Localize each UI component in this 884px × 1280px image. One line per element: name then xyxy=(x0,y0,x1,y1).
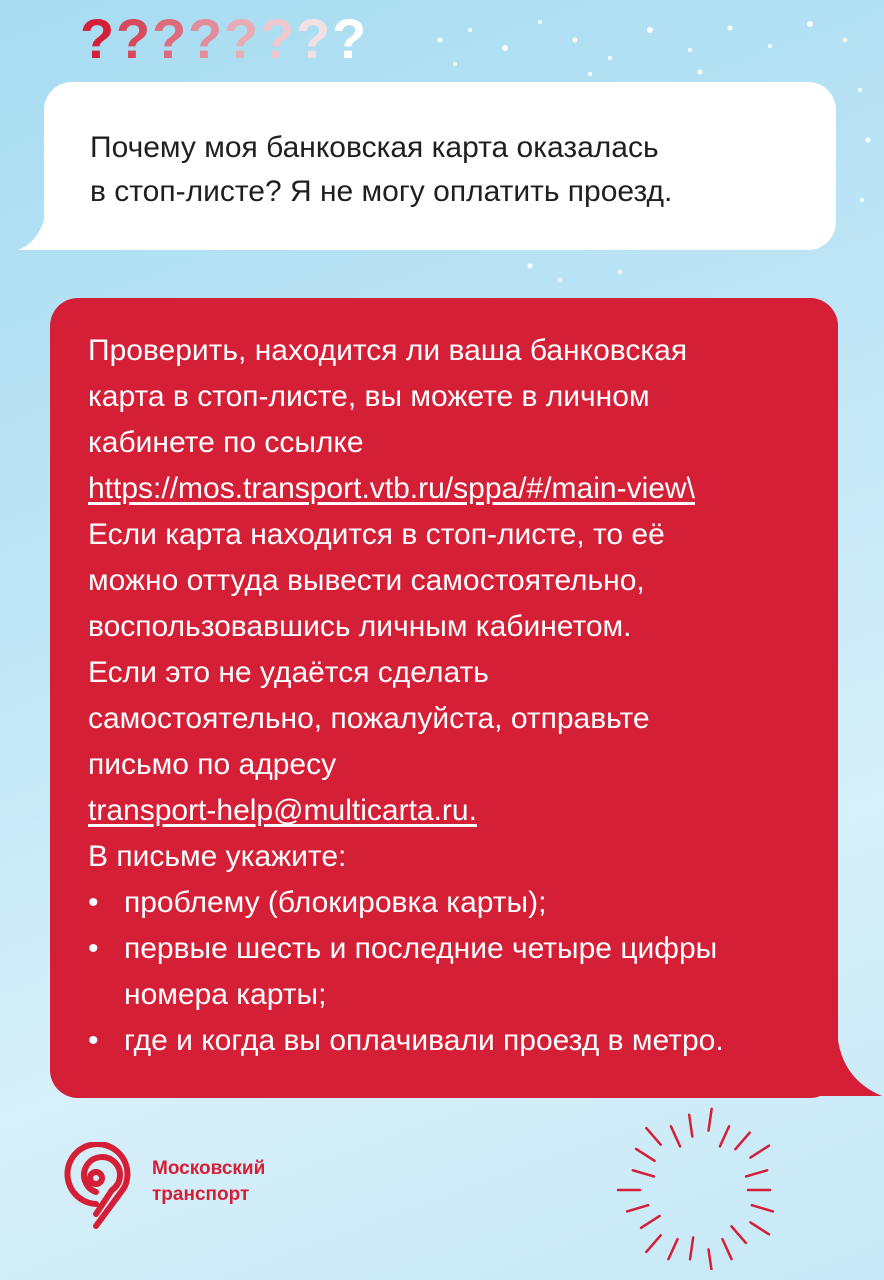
bullet-text: где и когда вы оплачивали проезд в метро. xyxy=(124,1024,724,1057)
burst-decoration-icon xyxy=(600,1090,800,1270)
burst-line xyxy=(750,1222,769,1234)
question-line: Почему моя банковская карта оказалась xyxy=(90,131,659,164)
question-mark: ? xyxy=(188,7,223,70)
burst-line xyxy=(752,1205,773,1211)
burst-line xyxy=(720,1126,729,1146)
question-mark: ? xyxy=(296,7,331,70)
question-line: в стоп-листе? Я не могу оплатить проезд. xyxy=(90,175,673,208)
bullet-item xyxy=(88,926,828,1018)
burst-line xyxy=(636,1149,655,1161)
burst-line xyxy=(668,1239,677,1259)
burst-line xyxy=(709,1249,712,1270)
burst-line xyxy=(735,1133,749,1150)
bullet-dot: • xyxy=(88,886,99,919)
brand-line: Московский xyxy=(152,1158,266,1179)
burst-line xyxy=(746,1170,767,1176)
burst-line xyxy=(722,1239,731,1259)
bullet-dot: • xyxy=(88,1024,99,1057)
burst-line xyxy=(627,1205,648,1211)
bullet-text: проблему (блокировка карты); xyxy=(124,886,547,919)
question-mark: ? xyxy=(116,7,151,70)
answer-line: Проверить, находится ли ваша банковская xyxy=(88,334,688,367)
answer-line: Если карта находится в стоп-листе, то её xyxy=(88,518,665,551)
question-bubble-tail xyxy=(18,200,78,252)
answer-line: воспользовавшись личным кабинетом. xyxy=(88,610,632,643)
list-intro: В письме укажите: xyxy=(88,840,347,873)
brand-name xyxy=(152,1156,265,1208)
burst-line xyxy=(689,1115,692,1137)
answer-line: кабинете по ссылке xyxy=(88,426,364,459)
burst-line xyxy=(633,1170,654,1176)
account-link[interactable]: https://mos.transport.vtb.ru/sppa/#/main-view\ xyxy=(88,472,695,505)
question-mark: ? xyxy=(224,7,259,70)
question-mark: ? xyxy=(80,7,115,70)
burst-line xyxy=(731,1226,745,1243)
answer-line: письмо по адресу xyxy=(88,748,337,781)
bullet-item xyxy=(88,1018,828,1064)
question-marks xyxy=(80,4,365,74)
answer-text xyxy=(88,328,828,1064)
burst-line xyxy=(646,1128,660,1145)
burst-line xyxy=(671,1126,680,1146)
answer-bubble-tail xyxy=(820,1040,884,1098)
answer-line: карта в стоп-листе, вы можете в личном xyxy=(88,380,650,413)
moscow-transport-logo-icon xyxy=(56,1142,136,1232)
bullet-dot: • xyxy=(88,932,99,965)
question-text xyxy=(90,126,810,214)
answer-line: можно оттуда вывести самостоятельно, xyxy=(88,564,645,597)
bullet-item xyxy=(88,880,828,926)
bullet-text: первые шесть и последние четыре цифры xyxy=(124,932,718,965)
burst-line xyxy=(750,1146,769,1158)
question-mark: ? xyxy=(260,7,295,70)
bullet-text: номера карты; xyxy=(124,978,327,1011)
burst-line xyxy=(641,1216,660,1228)
burst-line xyxy=(646,1235,660,1252)
question-mark: ? xyxy=(152,7,187,70)
burst-line xyxy=(690,1238,693,1260)
answer-line: Если это не удаётся сделать xyxy=(88,656,489,689)
answer-line: самостоятельно, пожалуйста, отправьте xyxy=(88,702,650,735)
burst-line xyxy=(709,1109,712,1131)
brand-line: транспорт xyxy=(152,1184,250,1205)
question-mark: ? xyxy=(332,7,367,70)
email-link[interactable]: transport-help@multicarta.ru. xyxy=(88,794,477,827)
